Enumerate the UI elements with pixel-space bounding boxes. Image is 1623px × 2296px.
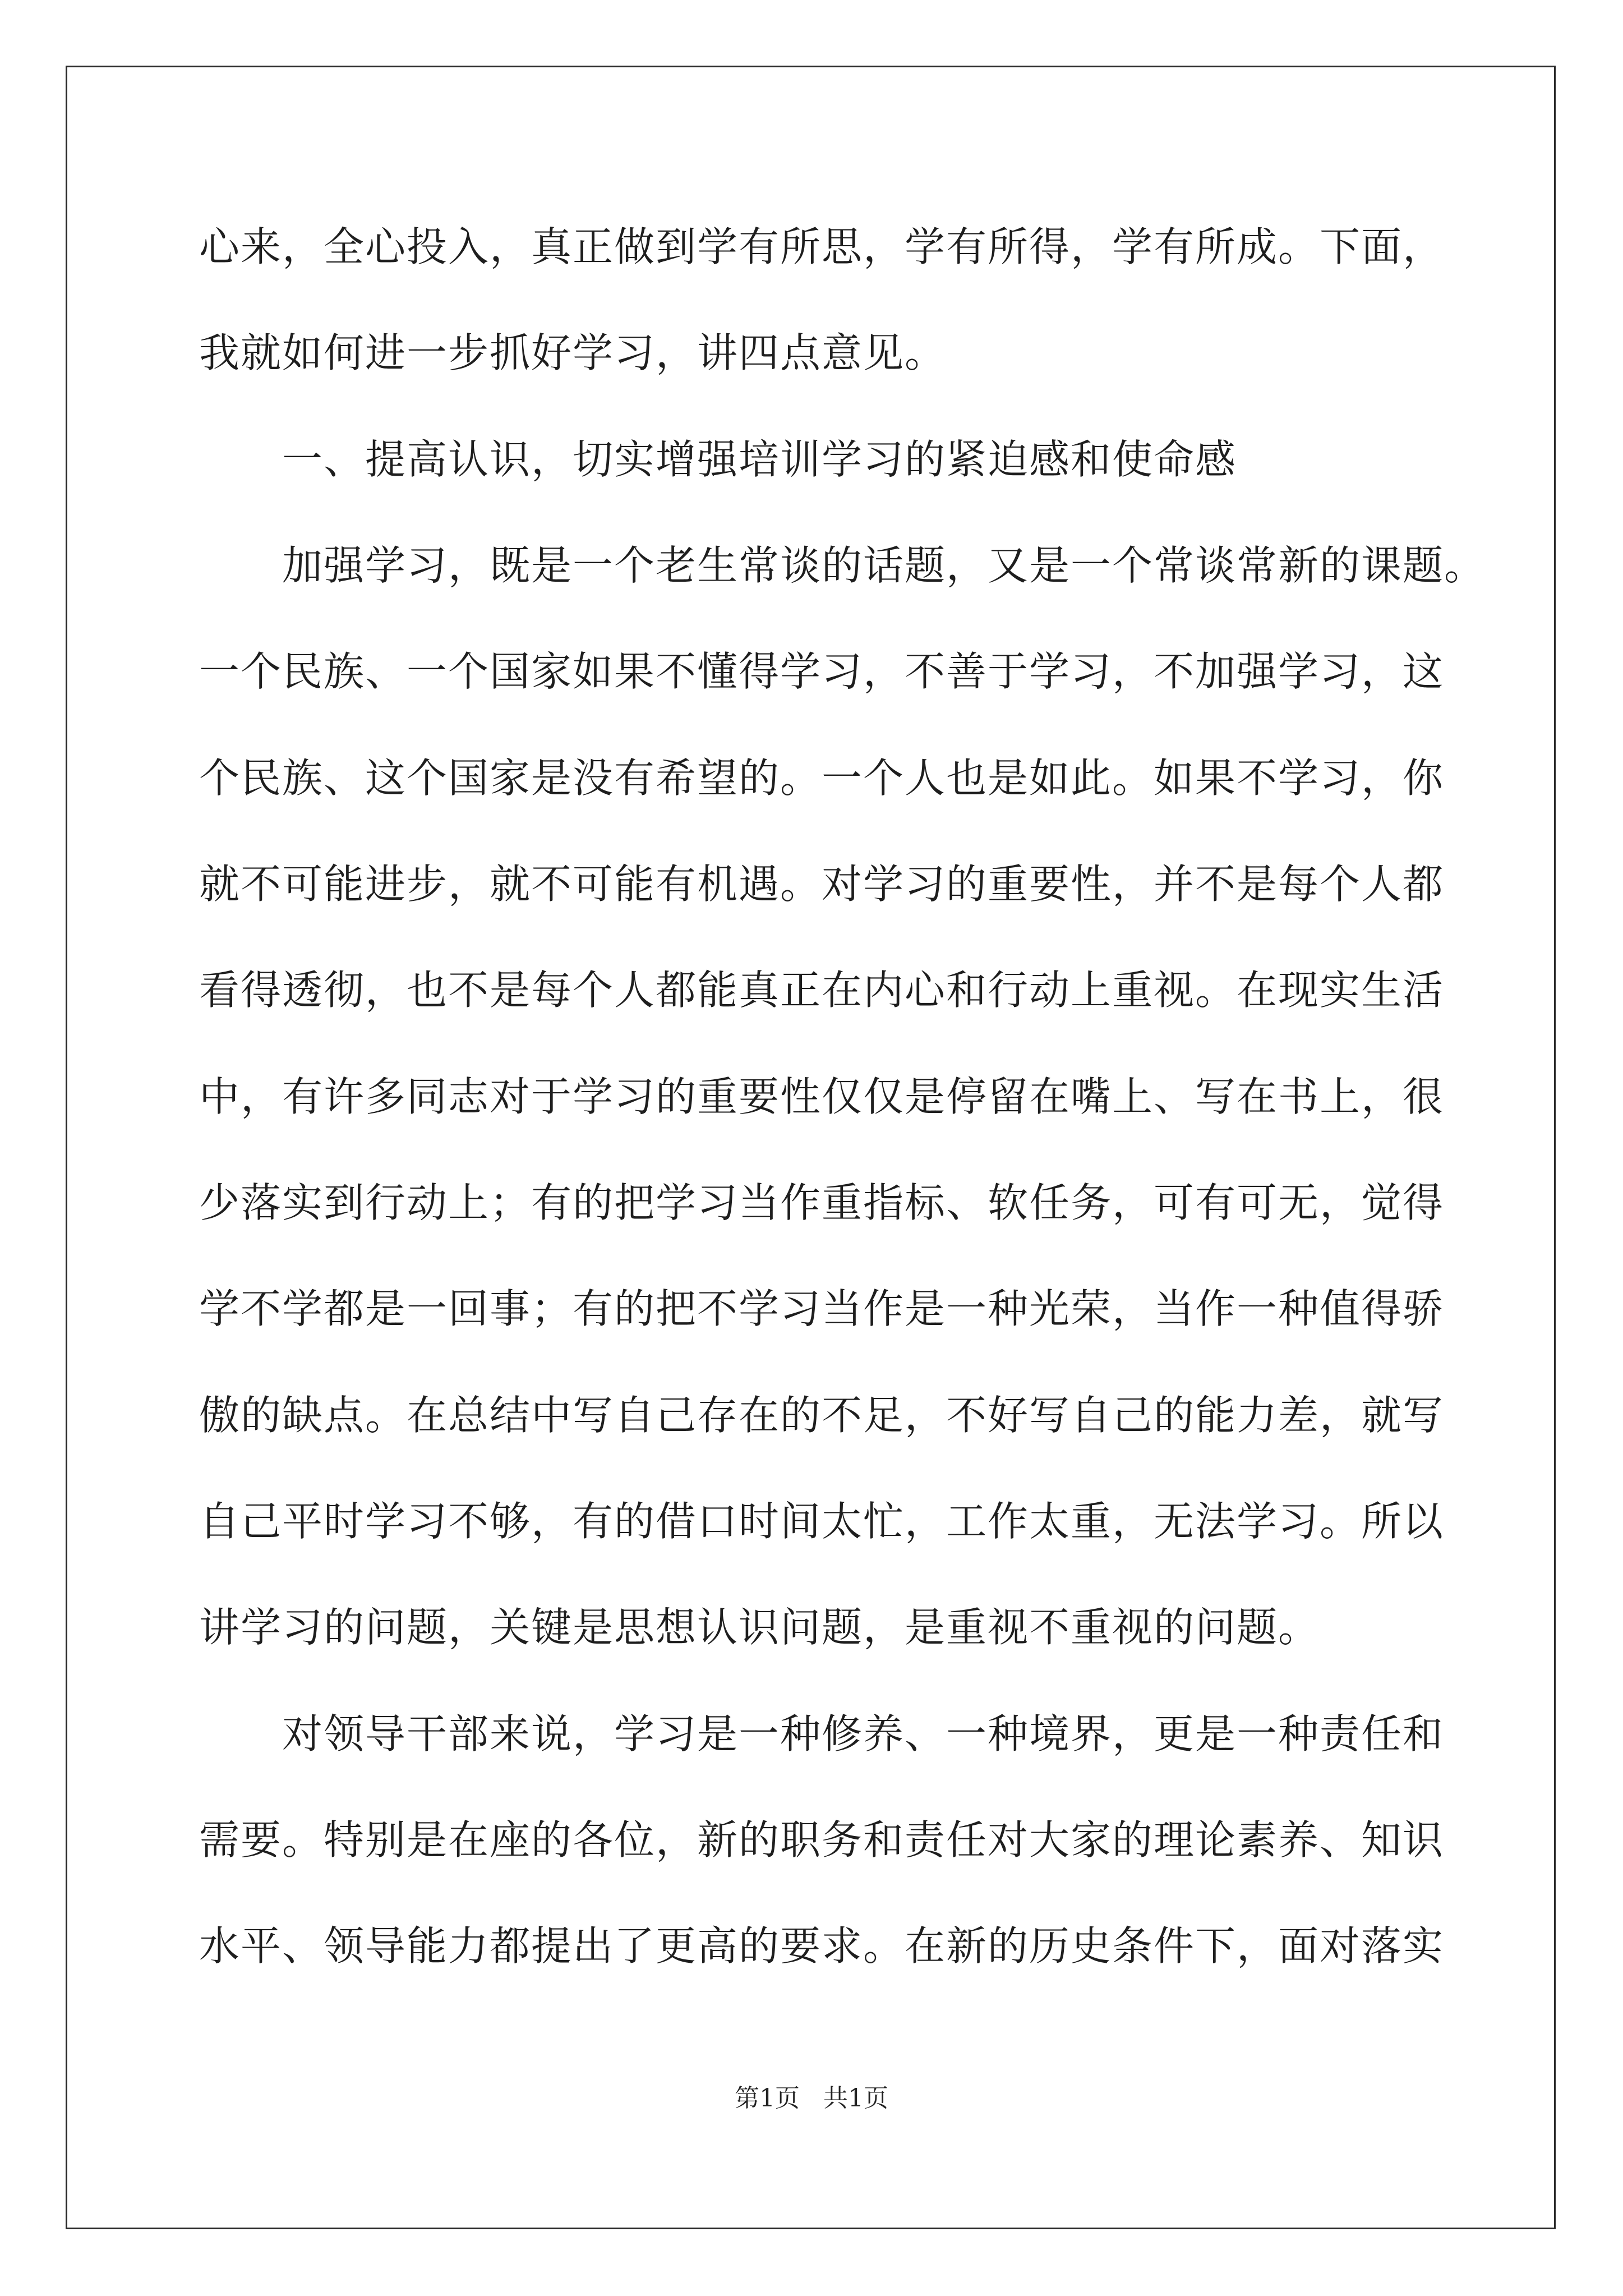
page-number-footer: 第1页 共1页	[735, 2084, 888, 2113]
text-line-2: 我就如何进一步抓好学习，讲四点意见。	[199, 329, 947, 376]
text-line-7: 就不可能进步，就不可能有机遇。对学习的重要性，并不是每个人都	[199, 861, 1445, 908]
text-line-15: 对领导干部来说，学习是一种修养、一种境界，更是一种责任和	[282, 1710, 1445, 1757]
text-line-6: 个民族、这个国家是没有希望的。一个人也是如此。如果不学习，你	[199, 754, 1445, 802]
text-line-4: 加强学习，既是一个老生常谈的话题，又是一个常谈常新的课题。	[282, 542, 1486, 589]
text-line-17: 水平、领导能力都提出了更高的要求。在新的历史条件下，面对落实	[199, 1922, 1445, 1970]
page-border	[66, 66, 1556, 2229]
text-line-16: 需要。特别是在座的各位，新的职务和责任对大家的理论素养、知识	[199, 1816, 1445, 1864]
text-line-9: 中，有许多同志对于学习的重要性仅仅是停留在嘴上、写在书上，很	[199, 1073, 1445, 1120]
section-heading: 一、提高认识，切实增强培训学习的紧迫感和使命感	[282, 436, 1237, 483]
text-line-12: 傲的缺点。在总结中写自己存在的不足，不好写自己的能力差，就写	[199, 1392, 1445, 1439]
text-line-11: 学不学都是一回事；有的把不学习当作是一种光荣，当作一种值得骄	[199, 1285, 1445, 1332]
text-line-14: 讲学习的问题，关键是思想认识问题，是重视不重视的问题。	[199, 1604, 1320, 1651]
text-line-10: 少落实到行动上；有的把学习当作重指标、软任务，可有可无，觉得	[199, 1179, 1445, 1226]
text-line-13: 自己平时学习不够，有的借口时间太忙，工作太重，无法学习。所以	[199, 1498, 1445, 1545]
text-line-8: 看得透彻，也不是每个人都能真正在内心和行动上重视。在现实生活	[199, 967, 1445, 1014]
text-line-5: 一个民族、一个国家如果不懂得学习，不善于学习，不加强学习，这	[199, 648, 1445, 695]
text-line-1: 心来，全心投入，真正做到学有所思，学有所得，学有所成。下面，	[199, 223, 1445, 270]
